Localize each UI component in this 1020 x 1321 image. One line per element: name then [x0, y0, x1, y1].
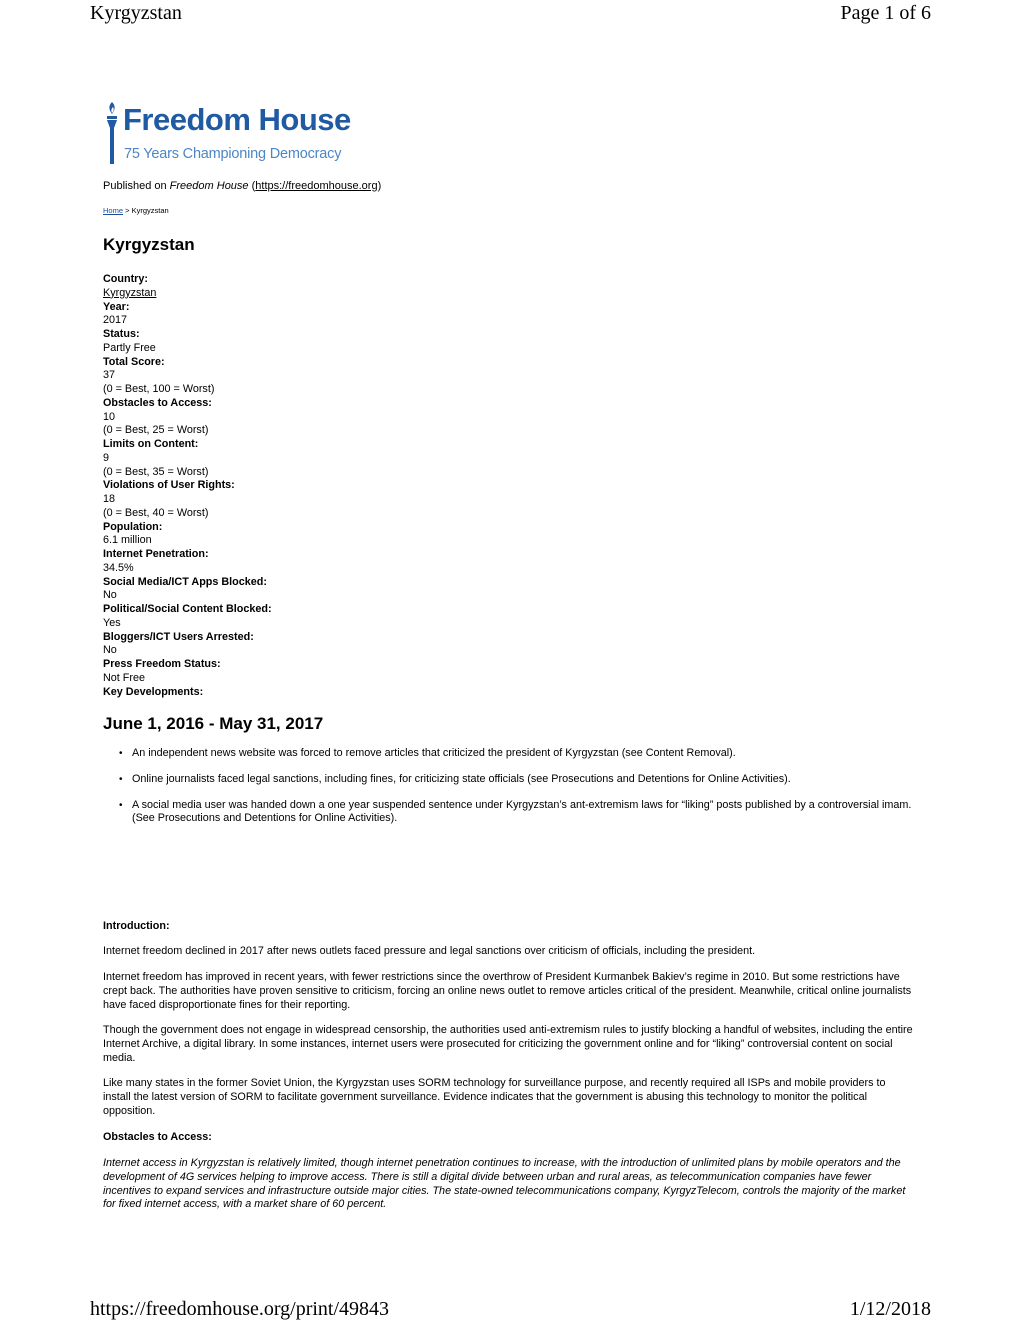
- published-url-link[interactable]: https://freedomhouse.org: [255, 180, 378, 192]
- fact-value-violations: 18: [103, 493, 116, 505]
- obstacles-heading: Obstacles to Access:: [103, 1131, 212, 1143]
- fact-value-obstacles: 10: [103, 410, 116, 423]
- breadcrumb-separator: >: [125, 206, 130, 215]
- fact-value-status: Partly Free: [103, 341, 156, 354]
- fact-value-internet-penetration: 34.5%: [103, 561, 134, 574]
- fact-label-limits: Limits on Content:: [103, 438, 199, 450]
- fact-value-country-link[interactable]: Kyrgyzstan: [103, 286, 157, 299]
- fact-note-obstacles: (0 = Best, 25 = Worst): [103, 424, 209, 437]
- fact-label-content-blocked: Political/Social Content Blocked:: [103, 603, 272, 615]
- page-title: Kyrgyzstan: [103, 235, 195, 254]
- list-item: • Online journalists faced legal sanctions, including fines, for criticizing state officials (see Prosecutions and Detentions for Online Activities).: [118, 773, 918, 787]
- published-prefix: Published on: [103, 180, 167, 192]
- fact-label-users-arrested: Bloggers/ICT Users Arrested:: [103, 630, 254, 643]
- fact-label-violations: Violations of User Rights:: [103, 479, 235, 492]
- fact-value-press-freedom: Not Free: [103, 671, 146, 684]
- page-footer-url: https://freedomhouse.org/print/49843: [90, 1298, 390, 1320]
- fact-note-violations: (0 = Best, 40 = Worst): [103, 506, 209, 519]
- breadcrumb: [103, 206, 169, 215]
- key-developments-list: [118, 747, 918, 838]
- page-footer-date: 1/12/2018: [849, 1298, 931, 1320]
- published-site: Freedom House: [169, 180, 249, 192]
- list-item: • A social media user was handed down a one year suspended sentence under Kyrgyzstan’s ant-extremism laws for “liking” posts published by a controversial imam. (See Prosecutions and Detentions for Online Activities).: [118, 799, 918, 827]
- fact-label-obstacles: Obstacles to Access:: [103, 396, 212, 409]
- fact-label-country: Country:: [103, 273, 148, 285]
- fact-value-population: 6.1 million: [103, 534, 152, 547]
- page-number: Page 1 of 6: [840, 2, 931, 24]
- fact-value-year: 2017: [103, 314, 128, 327]
- fact-value-limits: 9: [103, 451, 110, 464]
- fact-label-internet-penetration: Internet Penetration:: [103, 548, 209, 560]
- introduction-paragraph-2: Internet freedom has improved in recent years, with fewer restrictions since the overthrow of President Kurmanbek Bakiev’s regime in 2010. But some restrictions have crept back. The authorities have proven sensitive to criticism, forcing an online news outlet to remove articles critical of the president. Meanwhile, critical online journalists have faced disproportionate fines for their reporting.: [103, 971, 912, 1011]
- breadcrumb-home-link[interactable]: Home: [103, 206, 124, 215]
- page-header-title: Kyrgyzstan: [90, 2, 182, 24]
- obstacles-paragraph: Internet access in Kyrgyzstan is relatively limited, though internet penetration continues to increase, with the introduction of unlimited plans by mobile operators and the development of 4G services helping to improve access. There is still a digital divide between urban and rural areas, as telecommunication companies have fewer incentives to expand services and infrastructure outside major cities. The state-owned telecommunications company, KyrgyzTelecom, controls the majority of the market for fixed internet access, with a market share of 60 percent.: [103, 1157, 906, 1211]
- fact-label-population: Population:: [103, 520, 163, 533]
- fact-value-users-arrested: No: [103, 644, 117, 657]
- logo-wordmark: Freedom House: [123, 102, 351, 137]
- introduction-paragraph-1: Internet freedom declined in 2017 after news outlets faced pressure and legal sanctions over criticism of officials, including the president.: [103, 945, 756, 957]
- fact-note-limits: (0 = Best, 35 = Worst): [103, 465, 209, 478]
- logo-tagline: 75 Years Championing Democracy: [124, 146, 342, 162]
- fact-label-press-freedom: Press Freedom Status:: [103, 658, 221, 670]
- fact-value-content-blocked: Yes: [103, 616, 121, 629]
- breadcrumb-current: Kyrgyzstan: [131, 206, 169, 215]
- introduction-heading: Introduction:: [103, 920, 170, 932]
- fact-note-total-score: (0 = Best, 100 = Worst): [103, 383, 215, 395]
- torch-icon: [103, 100, 121, 166]
- list-item: • An independent news website was forced to remove articles that criticized the president of Kyrgyzstan (see Content Removal).: [118, 747, 918, 761]
- fact-value-apps-blocked: No: [103, 589, 117, 602]
- country-facts: [103, 273, 272, 699]
- introduction-paragraph-4: Like many states in the former Soviet Union, the Kyrgyzstan uses SORM technology for surveillance purpose, and recently required all ISPs and mobile providers to install the latest version of SORM to facilitate government surveillance. Evidence indicates that the government is abusing this technology to monitor the political opposition.: [103, 1077, 886, 1117]
- fact-value-total-score: 37: [103, 369, 116, 382]
- fact-label-year: Year:: [103, 300, 130, 313]
- introduction-paragraph-3: Though the government does not engage in widespread censorship, the authorities used anti-extremism rules to justify blocking a handful of websites, including the entire Internet Archive, a digital library. In some instances, internet users were prosecuted for criticizing the government online and for “liking” controversial content on social media.: [103, 1024, 913, 1064]
- fact-label-total-score: Total Score:: [103, 355, 165, 368]
- fact-label-apps-blocked: Social Media/ICT Apps Blocked:: [103, 575, 267, 588]
- freedom-house-logo[interactable]: [103, 100, 351, 168]
- published-line: Published on Freedom House (https://freedomhouse.org): [103, 180, 382, 192]
- fact-label-status: Status:: [103, 328, 140, 340]
- period-heading: June 1, 2016 - May 31, 2017: [103, 714, 324, 733]
- fact-label-key-developments: Key Developments:: [103, 685, 204, 698]
